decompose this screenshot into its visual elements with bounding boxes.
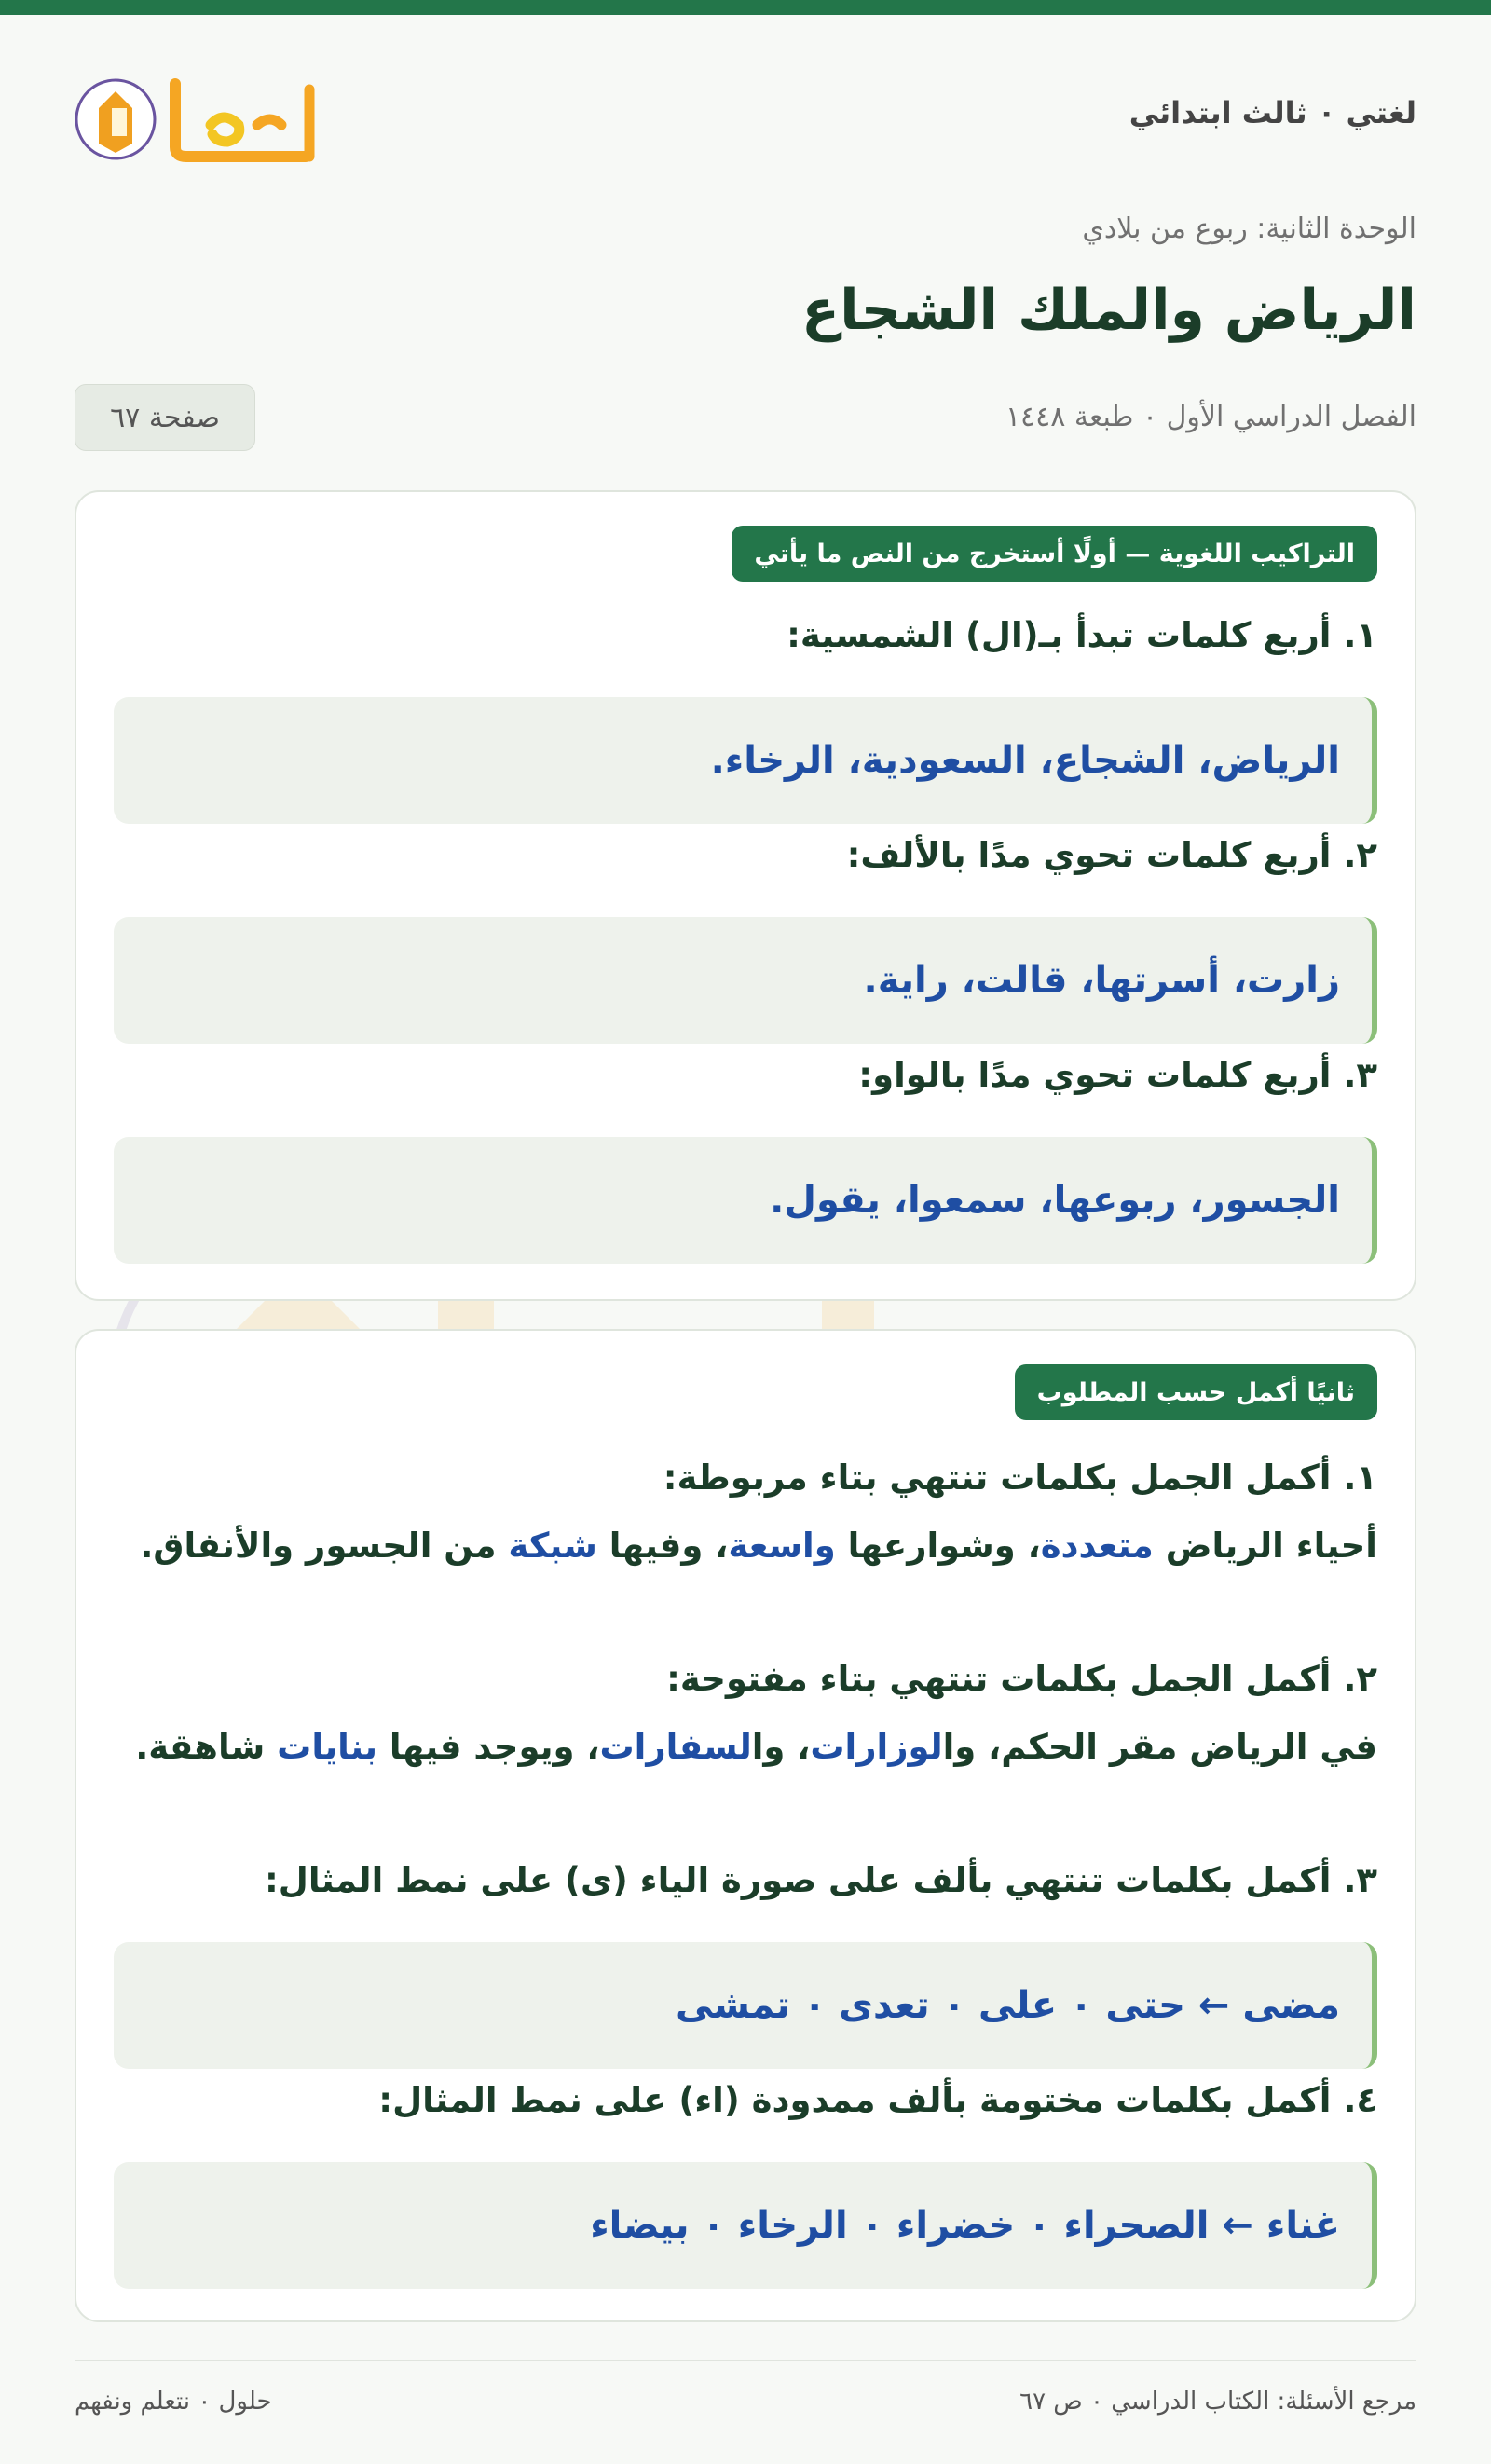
answer-box-2 <box>114 917 1377 1044</box>
question-2: ٢. أكمل الجمل بكلمات تنتهي بتاء مفتوحة: <box>666 1659 1377 1699</box>
question-3: ٣. أكمل بكلمات تنتهي بألف على صورة الياء (ى) على نمط المثال: <box>264 1860 1377 1900</box>
header <box>75 67 1416 170</box>
footer-divider <box>75 2360 1416 2361</box>
subject-label: لغتي ۰ ثالث ابتدائي <box>1129 95 1416 130</box>
question-1: ١. أربع كلمات تبدأ بـ(ال) الشمسية: <box>787 615 1377 655</box>
answer-text: غناء ← الصحراء ۰ خضراء ۰ الرخاء ۰ بيضاء <box>590 2204 1340 2247</box>
answer-box-3 <box>114 1942 1377 2069</box>
question-1: ١. أكمل الجمل بكلمات تنتهي بتاء مربوطة: <box>663 1458 1377 1498</box>
unit-label: الوحدة الثانية: ربوع من بلادي <box>1082 212 1416 245</box>
completed-sentence-1: أحياء الرياض متعددة، وشوارعها واسعة، وفيها شبكة من الجسور والأنفاق. <box>140 1526 1377 1566</box>
logo-icon <box>75 67 335 170</box>
answer-text: زارت، أسرتها، قالت، راية. <box>863 959 1340 1002</box>
answer-text: الرياض، الشجاع، السعودية، الرخاء. <box>710 739 1340 782</box>
footer-brand: حلول ۰ نتعلم ونفهم <box>75 2388 272 2416</box>
page-title: الرياض والملك الشجاع <box>801 278 1416 343</box>
completed-sentence-2: في الرياض مقر الحكم، والوزارات، والسفارات، ويوجد فيها بنايات شاهقة. <box>135 1727 1377 1767</box>
answer-box-1 <box>114 697 1377 824</box>
answer-text: الجسور، ربوعها، سمعوا، يقول. <box>770 1179 1340 1222</box>
top-accent-bar <box>0 0 1491 15</box>
section-card-1 <box>75 490 1416 1301</box>
footer-reference: مرجع الأسئلة: الكتاب الدراسي ۰ ص ٦٧ <box>1019 2388 1416 2416</box>
question-4: ٤. أكمل بكلمات مختومة بألف ممدودة (اء) على نمط المثال: <box>378 2080 1377 2120</box>
answer-box-3 <box>114 1137 1377 1264</box>
answer-box-4 <box>114 2162 1377 2289</box>
question-2: ٢. أربع كلمات تحوي مدًا بالألف: <box>846 835 1377 875</box>
site-logo[interactable] <box>75 67 335 170</box>
section-card-2 <box>75 1329 1416 2322</box>
answer-text: مضى ← حتى ۰ على ۰ تعدى ۰ تمشى <box>676 1984 1340 2027</box>
term-edition-label: الفصل الدراسي الأول ۰ طبعة ١٤٤٨ <box>1005 401 1416 433</box>
section-badge: التراكيب اللغوية — أولًا أستخرج من النص ما يأتي <box>732 526 1377 582</box>
question-3: ٣. أربع كلمات تحوي مدًا بالواو: <box>858 1055 1377 1095</box>
page-number-badge: صفحة ٦٧ <box>75 384 255 451</box>
section-badge: ثانيًا أكمل حسب المطلوب <box>1015 1364 1377 1420</box>
